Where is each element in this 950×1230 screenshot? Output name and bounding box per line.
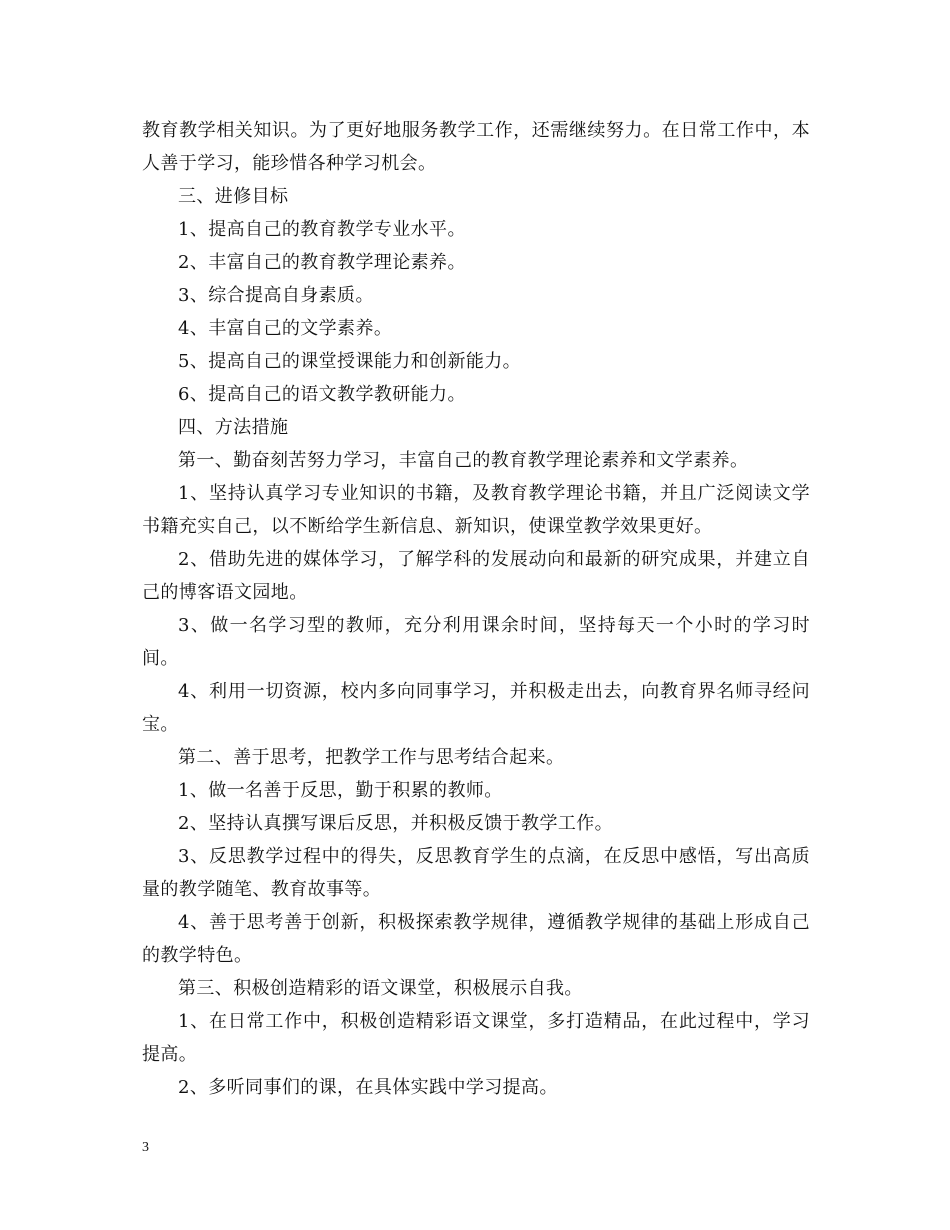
method-item: 1、在日常工作中，积极创造精彩语文课堂，多打造精品，在此过程中，学习提高。 [142,1011,810,1065]
method-item: 2、坚持认真撰写课后反思，并积极反馈于教学工作。 [178,813,614,834]
goal-item: 1、提高自己的教育教学专业水平。 [178,219,466,240]
goal-item: 4、丰富自己的文学素养。 [178,318,393,339]
method-item: 2、多听同事们的课，在具体实践中学习提高。 [178,1077,558,1098]
method-item: 1、坚持认真学习专业知识的书籍，及教育教学理论书籍，并且广泛阅读文学书籍充实自己，以不断给学生新信息、新知识，使课堂教学效果更好。 [142,483,810,537]
method-item: 4、利用一切资源，校内多向同事学习，并积极走出去，向教育界名师寻经问宝。 [142,681,810,735]
method-item: 3、反思教学过程中的得失，反思教育学生的点滴，在反思中感悟，写出高质量的教学随笔、教育故事等。 [142,846,810,900]
goal-item: 6、提高自己的语文教学教研能力。 [178,384,466,405]
goal-item: 2、丰富自己的教育教学理论素养。 [178,252,466,273]
subsection-heading: 第一、勤奋刻苦努力学习，丰富自己的教育教学理论素养和文学素养。 [178,450,749,471]
method-item: 2、借助先进的媒体学习，了解学科的发展动向和最新的研究成果，并建立自己的博客语文园地。 [142,549,810,603]
method-item: 4、善于思考善于创新，积极探索教学规律，遵循教学规律的基础上形成自己的教学特色。 [142,912,810,966]
subsection-heading: 第三、积极创造精彩的语文课堂，积极展示自我。 [178,978,583,999]
method-item: 1、做一名善于反思，勤于积累的教师。 [178,780,503,801]
paragraph-continuation: 教育教学相关知识。为了更好地服务教学工作，还需继续努力。在日常工作中，本人善于学习，能珍惜各种学习机会。 [142,120,810,174]
subsection-heading: 第二、善于思考，把教学工作与思考结合起来。 [178,747,565,768]
section-heading-goals: 三、进修目标 [178,186,289,207]
goal-item: 3、综合提高自身素质。 [178,285,374,306]
page-number: 3 [142,1140,149,1155]
document-body [142,114,810,1104]
section-heading-methods: 四、方法措施 [178,417,289,438]
method-item: 3、做一名学习型的教师，充分利用课余时间，坚持每天一个小时的学习时间。 [142,615,810,669]
goal-item: 5、提高自己的课堂授课能力和创新能力。 [178,351,522,372]
